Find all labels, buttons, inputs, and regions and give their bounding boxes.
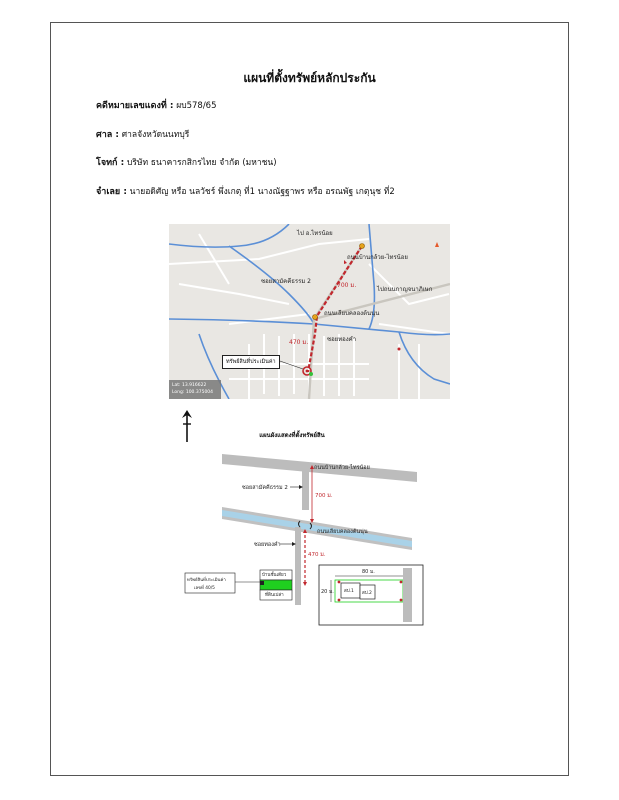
- inset-lot-1: สป.1: [344, 589, 354, 594]
- court-line: [96, 127, 189, 141]
- inset-depth-label: 20 ม.: [321, 589, 334, 595]
- document-title: แผนที่ตั้งทรัพย์หลักประกัน: [243, 71, 376, 85]
- case-number-label: คดีหมายเลขแดงที่ :: [96, 101, 174, 111]
- plan-label-road-khlong: ถนนเลียบคลองต้นนุ่น: [317, 529, 368, 535]
- plan-label-road-bankluay: ถนนบ้านกล้วย-ไทรน้อย: [314, 465, 370, 471]
- plaintiff-value: บริษัท ธนาคารกสิกรไทย จำกัด (มหาชน): [126, 158, 277, 168]
- plan-label-soi-thongkham: ซอยทองคำ: [254, 542, 281, 548]
- defendant-label: จำเลย :: [96, 187, 127, 197]
- north-arrow-icon: [182, 410, 192, 442]
- longitude-text: Long: 100.375004: [172, 390, 214, 395]
- location-map-graphics: [169, 224, 450, 399]
- label-soi-thongkham: ซอยทองคำ: [327, 336, 357, 343]
- label-dist-470: 470 ม.: [289, 339, 309, 346]
- label-dist-700: 700 ม.: [337, 282, 357, 289]
- plan-label-soi-samakkhi: ซอยสามัคคีธรรม 2: [242, 485, 288, 491]
- label-road-bankluay: ถนนบ้านกล้วย-ไทรน้อย: [347, 254, 408, 261]
- inset-lot-2: สป.2: [362, 591, 372, 596]
- case-number-value: ผบ578/65: [176, 101, 217, 111]
- inset-width-label: 80 ม.: [362, 569, 375, 575]
- plan-label-dist-470: 470 ม.: [308, 552, 326, 558]
- label-to-sainoi: ไป อ.ไทรน้อย: [297, 230, 333, 237]
- plan-label-dist-700: 700 ม.: [315, 493, 333, 499]
- label-soi-samakkhi: ซอยสามัคคีธรรม 2: [261, 278, 311, 285]
- plan-label-house: บ้านชั้นเดียว: [262, 573, 287, 578]
- defendant-value: นายอดิศัญ หรือ นลวัชร์ พึ่งเกตุ ที่1 นางณัฐฐาพร หรือ อรณพัฐ เกตุนุช ที่2: [129, 187, 395, 197]
- plan-label-vacant-land: ที่ดินเปล่า: [265, 593, 284, 598]
- court-value: ศาลจังหวัดนนทบุรี: [121, 130, 190, 140]
- plaintiff-line: [96, 155, 277, 169]
- plan-asset-number: เลขที่ 40/5: [194, 586, 215, 591]
- location-map: [169, 224, 450, 399]
- plan-asset-label: ทรัพย์สินที่ประเมินค่า: [187, 578, 226, 583]
- label-to-kanchanaphisek: ไปถนนกาญจนาภิเษก: [377, 286, 433, 293]
- court-label: ศาล :: [96, 130, 120, 140]
- site-plan-graphics: [182, 410, 447, 635]
- site-plan: [182, 410, 447, 635]
- site-plan-title: แผนผังแสดงที่ตั้งทรัพย์สิน: [259, 432, 325, 439]
- label-road-khlong: ถนนเลียบคลองต้นนุ่น: [324, 310, 380, 317]
- asset-label-box: ทรัพย์สินที่ประเมินค่า: [222, 355, 280, 369]
- latitude-text: Lat: 13.916622: [172, 383, 207, 388]
- defendant-line: [96, 184, 395, 198]
- plaintiff-label: โจทก์ :: [96, 158, 125, 168]
- case-number-line: [96, 98, 217, 112]
- coordinates-box: [169, 380, 221, 399]
